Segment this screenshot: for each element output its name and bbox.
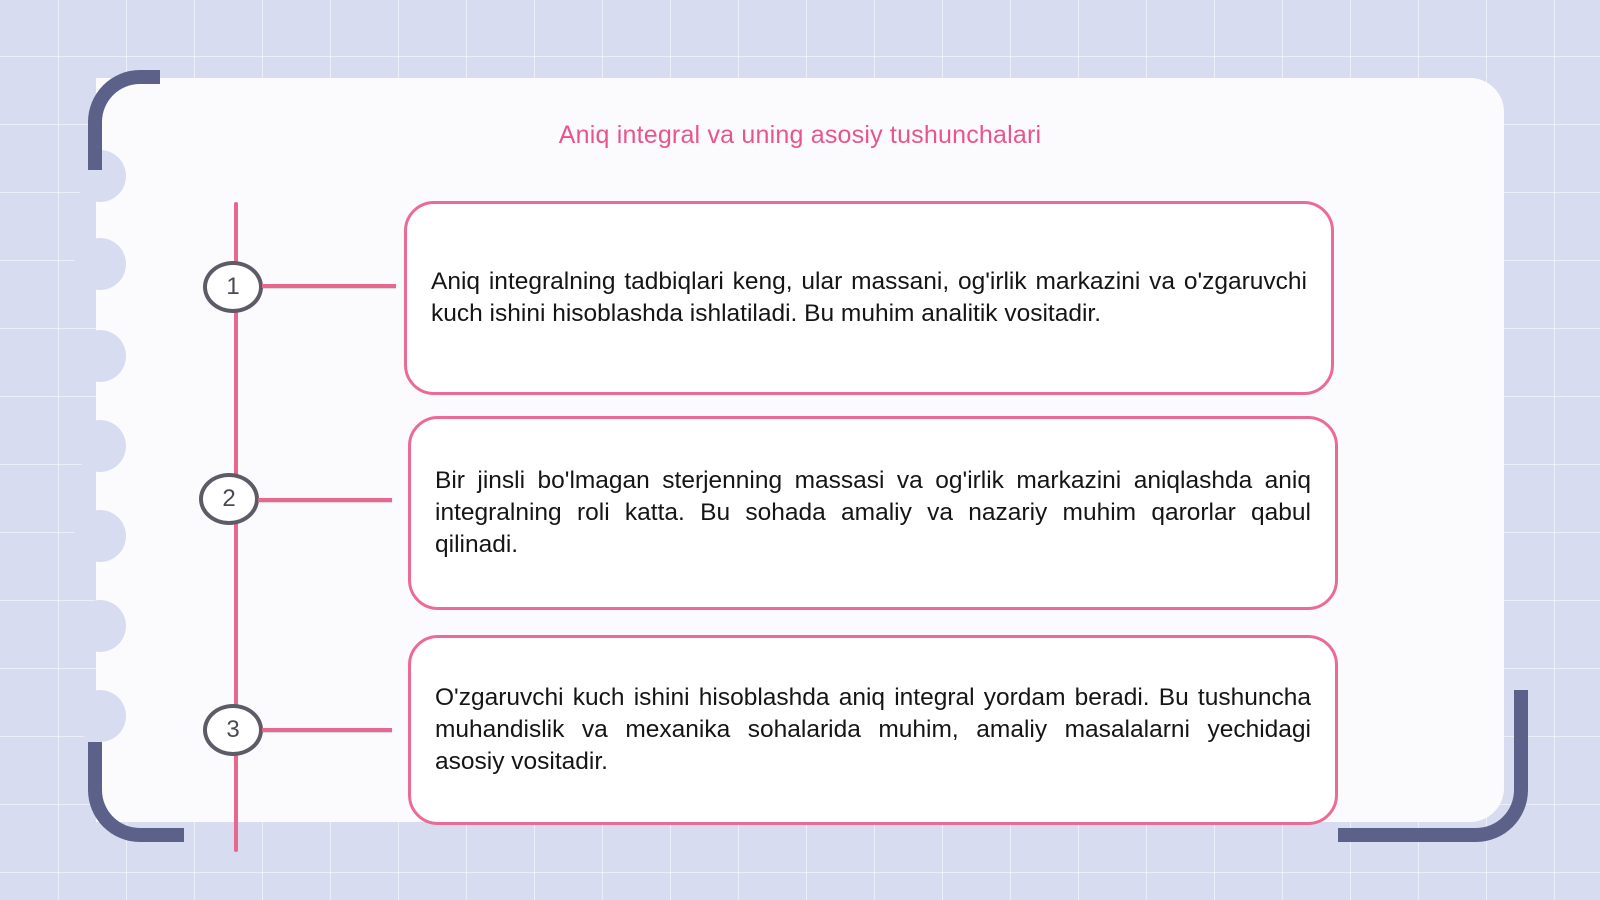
step-number: 3 — [226, 716, 240, 743]
sheet-notch — [74, 600, 126, 652]
frame-corner-bottom-left — [88, 742, 184, 842]
step-card-1 — [404, 201, 1334, 395]
step-number: 1 — [226, 273, 240, 300]
step-card-3 — [408, 635, 1338, 825]
timeline-connector-1 — [262, 284, 396, 288]
step-text: O'zgaruvchi kuch ishini hisoblashda aniq integral yordam beradi. Bu tushuncha muhandislik va mexanika sohalarida muhim, amaliy masalalarni yechidagi asosiy vositadir. — [435, 684, 1311, 775]
timeline-node-3 — [203, 704, 263, 756]
step-number: 2 — [222, 485, 236, 512]
timeline-node-2 — [199, 473, 259, 525]
sheet-notch — [74, 330, 126, 382]
slide-title: Aniq integral va uning asosiy tushunchalari — [558, 121, 1042, 149]
timeline-connector-3 — [262, 728, 392, 732]
sheet-notch — [74, 690, 126, 742]
timeline-connector-2 — [258, 498, 392, 502]
sheet-notch — [74, 238, 126, 290]
step-card-2 — [408, 416, 1338, 610]
frame-corner-bottom-right — [1338, 690, 1528, 842]
sheet-notch — [74, 420, 126, 472]
step-text: Aniq integralning tadbiqlari keng, ular massani, og'irlik markazini va o'zgaruvchi kuch ishini hisoblashda ishlatiladi. Bu muhim analitik vositadir. — [431, 268, 1307, 327]
sheet-notch — [74, 510, 126, 562]
step-text: Bir jinsli bo'lmagan sterjenning massasi va og'irlik markazini aniqlashda aniq integralning roli katta. Bu sohada amaliy va nazariy muhim qarorlar qabul qilinadi. — [435, 467, 1311, 558]
timeline-node-1 — [203, 261, 263, 313]
